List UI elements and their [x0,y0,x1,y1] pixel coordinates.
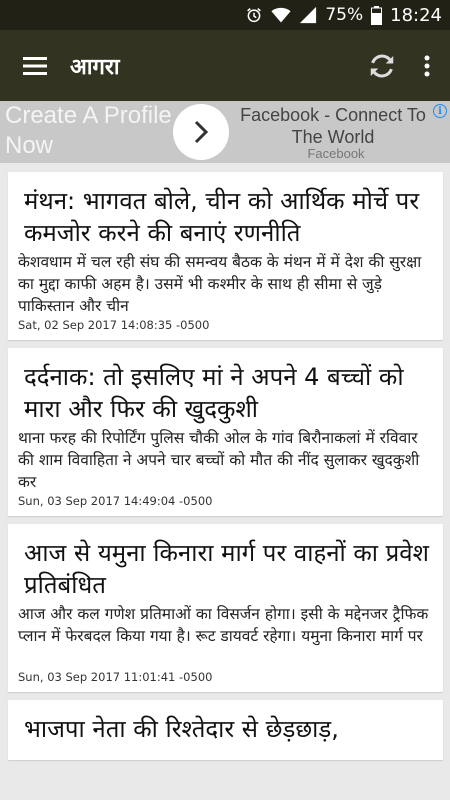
news-card[interactable] [8,700,443,760]
news-date: Sat, 02 Sep 2017 14:08:35 -0500 [18,318,210,332]
news-headline[interactable]: दर्दनाक: तो इसलिए मां ने अपने 4 बच्चों को मारा और फिर की खुदकुशी [24,363,404,423]
ad-banner[interactable] [0,101,450,163]
battery-percent: 75% [325,5,364,25]
news-headline[interactable]: भाजपा नेता की रिश्तेदार से छेड़छाड़, [24,715,339,743]
app-bar [0,30,450,101]
alarm-icon [245,6,263,24]
news-card[interactable] [8,524,443,692]
status-bar [0,0,450,30]
page-title: आगरा [70,54,120,80]
hamburger-menu-icon[interactable] [0,30,70,101]
news-headline[interactable]: आज से यमुना किनारा मार्ग पर वाहनों का प्रवेश प्रतिबंधित [24,539,429,599]
chevron-right-icon [193,120,209,144]
signal-icon [299,6,317,24]
news-date: Sun, 03 Sep 2017 14:49:04 -0500 [18,494,213,508]
clock: 18:24 [390,4,442,26]
news-card[interactable] [8,172,443,340]
ad-arrow-button[interactable] [173,104,229,160]
ad-info-icon[interactable]: i [433,104,447,118]
more-vert-icon[interactable] [414,30,440,101]
news-card[interactable] [8,348,443,516]
refresh-icon[interactable] [358,30,406,101]
news-feed [8,172,443,768]
news-headline[interactable]: मंथन: भागवत बोले, चीन को आर्थिक मोर्चे पर कमजोर करने की बनाएं रणनीति [24,187,420,247]
news-summary: आज और कल गणेश प्रतिमाओं का विसर्जन होगा। इसी के मद्देनजर ट्रैफिक प्लान में फेरबदल किया गया है। रूट डायवर्ट रहेगा। यमुना किनारा मार्ग पर [18,605,429,645]
news-summary: थाना फरह की रिपोर्टिंग पुलिस चौकी ओल के गांव बिरौनाकलां में रविवार की शाम विवाहिता ने अपने चार बच्चों को मौत की नींद सुलाकर खुदकुशी कर [18,429,420,491]
battery-icon [371,6,382,25]
wifi-icon [271,6,291,24]
ad-headline[interactable]: Facebook - Connect To The World [240,105,426,147]
news-date: Sun, 03 Sep 2017 11:01:41 -0500 [18,670,213,684]
news-summary: केशवधाम में चल रही संघ की समन्वय बैठक के मंथन में में देश की सुरक्षा का मुद्दा काफी अहम है। उसमें भी कश्मीर के साथ ही सीमा से जुड़े पाकिस्तान और चीन [18,253,422,315]
ad-source: Facebook [307,146,365,161]
ad-image-text: Create A Profile Now [5,102,172,159]
